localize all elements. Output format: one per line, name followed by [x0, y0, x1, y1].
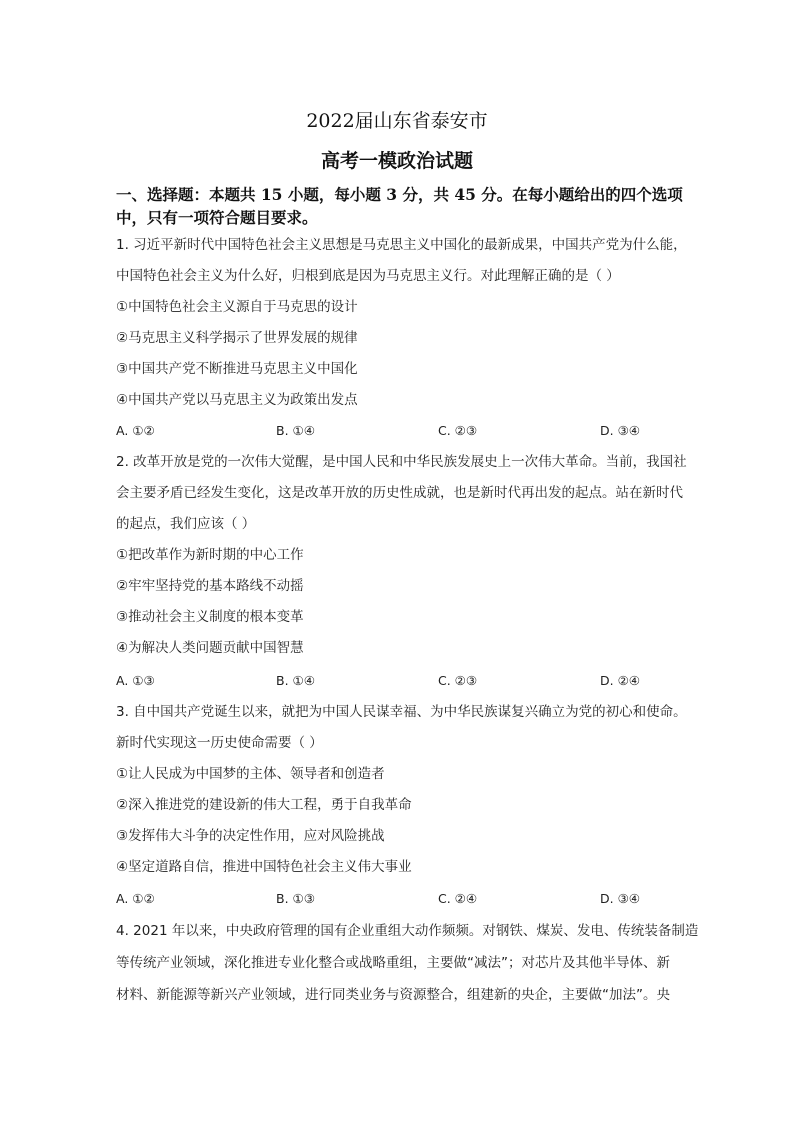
question-4-text-line-3: 材料、新能源等新兴产业领域，进行同类业务与资源整合，组建新的央企，主要做“加法”。央 [116, 987, 670, 1003]
question-3-item-2: ②深入推进党的建设新的伟大工程，勇于自我革命 [116, 797, 412, 813]
question-3-item-3: ③发挥伟大斗争的决定性作用，应对风险挑战 [116, 828, 385, 844]
question-4-text-line-2: 等传统产业领域，深化推进专业化整合或战略重组，主要做“减法”；对芯片及其他半导体、新 [116, 955, 670, 971]
question-3-item-4: ④坚定道路自信，推进中国特色社会主义伟大事业 [116, 859, 412, 875]
question-1-option-a: A. ①② [116, 423, 155, 438]
question-1-option-c: C. ②③ [438, 423, 478, 438]
question-1-item-2: ②马克思主义科学揭示了世界发展的规律 [116, 330, 358, 346]
question-3-item-1: ①让人民成为中国梦的主体、领导者和创造者 [116, 766, 385, 782]
question-2-item-1: ①把改革作为新时期的中心工作 [116, 547, 304, 563]
question-2-item-4: ④为解决人类问题贡献中国智慧 [116, 640, 304, 656]
section-instructions: 一、选择题：本题共 15 小题，每小题 3 分，共 45 分。在每小题给出的四个选项中，只有一项符合题目要求。 [116, 185, 683, 227]
question-3-text-line-2: 新时代实现这一历史使命需要（ ） [116, 735, 323, 751]
question-2-option-d: D. ②④ [600, 673, 640, 688]
question-2-options [116, 672, 706, 690]
question-4-text-line-1: 4. 2021 年以来，中央政府管理的国有企业重组大动作频频。对钢铁、煤炭、发电、传统装备制造 [116, 923, 699, 939]
exam-subtitle: 高考一模政治试题 [320, 150, 473, 172]
question-2-text-line-3: 的起点，我们应该（ ） [116, 516, 256, 532]
question-3-option-a: A. ①② [116, 891, 155, 906]
question-2-item-3: ③推动社会主义制度的根本变革 [116, 609, 304, 625]
question-1-option-b: B. ①④ [276, 423, 315, 438]
question-2-text-line-1: 2. 改革开放是党的一次伟大觉醒，是中国人民和中华民族发展史上一次伟大革命。当前，我国社 [116, 454, 687, 470]
question-2-option-a: A. ①③ [116, 673, 155, 688]
question-3-option-b: B. ①③ [276, 891, 315, 906]
question-3-options [116, 890, 706, 908]
question-2-item-2: ②牢牢坚持党的基本路线不动摇 [116, 578, 304, 594]
question-2-option-c: C. ②③ [438, 673, 478, 688]
question-1-item-4: ④中国共产党以马克思主义为政策出发点 [116, 392, 358, 408]
question-3-option-c: C. ②④ [438, 891, 478, 906]
question-2-option-b: B. ①④ [276, 673, 315, 688]
question-1-item-1: ①中国特色社会主义源自于马克思的设计 [116, 299, 358, 315]
question-2-text-line-2: 会主要矛盾已经发生变化，这是改革开放的历史性成就，也是新时代再出发的起点。站在新时代 [116, 485, 683, 501]
question-1-text-line-2: 中国特色社会主义为什么好，归根到底是因为马克思主义行。对此理解正确的是（ ） [116, 268, 620, 284]
question-3-option-d: D. ③④ [600, 891, 640, 906]
question-3-text-line-1: 3. 自中国共产党诞生以来，就把为中国人民谋幸福、为中华民族谋复兴确立为党的初心和使命。 [116, 704, 687, 720]
question-1-item-3: ③中国共产党不断推进马克思主义中国化 [116, 361, 358, 377]
exam-title: 2022届山东省泰安市 [306, 110, 488, 132]
question-1-text-line-1: 1. 习近平新时代中国特色社会主义思想是马克思主义中国化的最新成果，中国共产党为什么能， [116, 237, 687, 253]
question-1-options [116, 422, 706, 440]
question-1-option-d: D. ③④ [600, 423, 640, 438]
